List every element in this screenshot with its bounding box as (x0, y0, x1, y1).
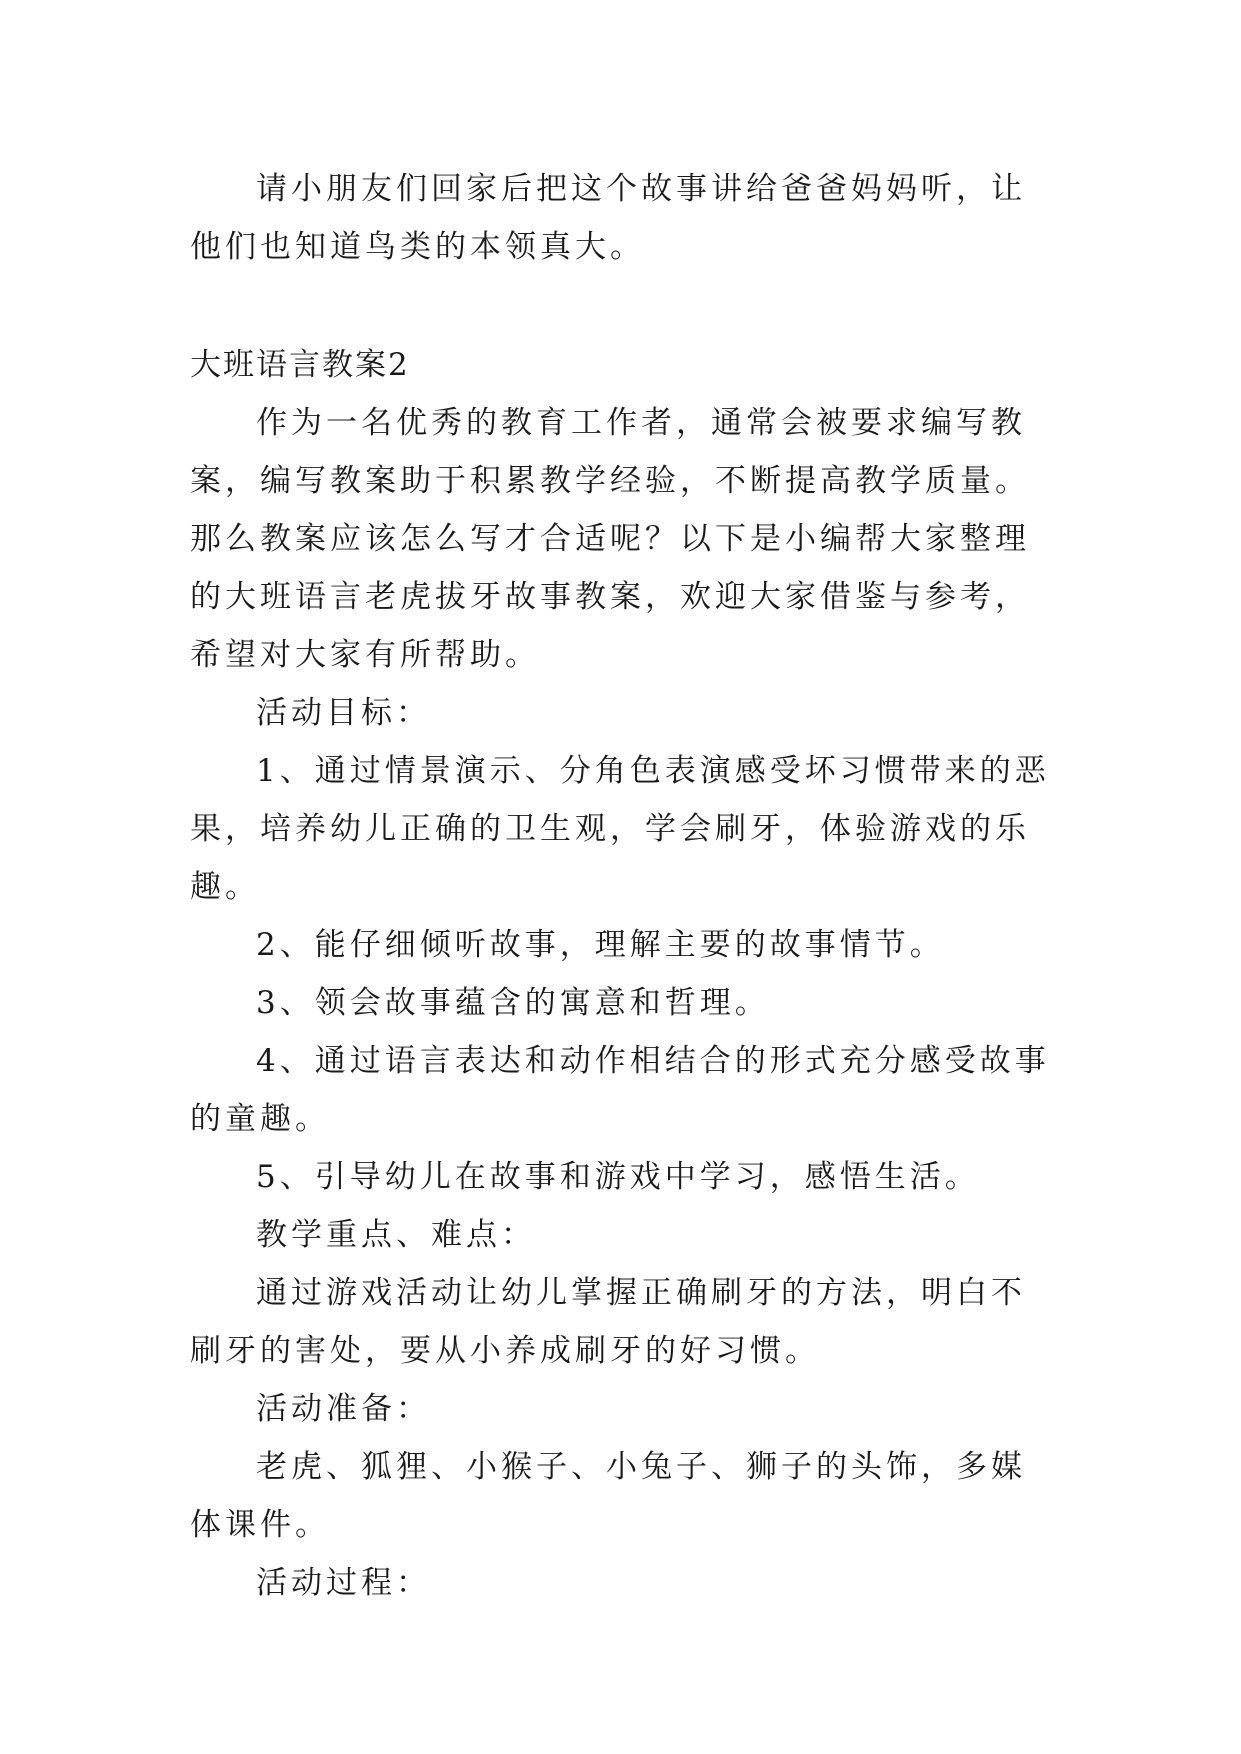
paragraph-key-points-heading: 教学重点、难点： (256, 1217, 536, 1253)
paragraph-goal-5: 5、引导幼儿在故事和游戏中学习，感悟生活。 (256, 1159, 980, 1195)
intro-paragraph: 请小朋友们回家后把这个故事讲给爸爸妈妈听，让他们也知道鸟类的本领真大。 (190, 171, 1026, 265)
paragraph-goal-2: 2、能仔细倾听故事，理解主要的故事情节。 (256, 927, 945, 963)
document-page (190, 160, 1055, 1612)
section-title: 大班语言教案2 (190, 347, 410, 383)
paragraph-preface: 作为一名优秀的教育工作者，通常会被要求编写教案，编写教案助于积累教学经验，不断提高教学质量。那么教案应该怎么写才合适呢？以下是小编帮大家整理的大班语言老虎拔牙故事教案，欢迎大家借鉴与参考，希望对大家有所帮助。 (190, 405, 1030, 673)
paragraph-preparation-heading: 活动准备： (256, 1391, 431, 1427)
paragraph-goal-4: 4、通过语言表达和动作相结合的形式充分感受故事的童趣。 (190, 1043, 1050, 1137)
paragraph-process-heading: 活动过程： (256, 1565, 431, 1601)
paragraph-key-points: 通过游戏活动让幼儿掌握正确刷牙的方法，明白不刷牙的害处，要从小养成刷牙的好习惯。 (190, 1275, 1026, 1369)
paragraph-goal-1: 1、通过情景演示、分角色表演感受坏习惯带来的恶果，培养幼儿正确的卫生观，学会刷牙，体验游戏的乐趣。 (190, 753, 1050, 905)
paragraph-preparation: 老虎、狐狸、小猴子、小兔子、狮子的头饰，多媒体课件。 (190, 1449, 1026, 1543)
paragraph-goal-3: 3、领会故事蕴含的寓意和哲理。 (256, 985, 770, 1021)
section-gap (190, 276, 1055, 336)
paragraph-activity-goals-heading: 活动目标： (256, 695, 431, 731)
